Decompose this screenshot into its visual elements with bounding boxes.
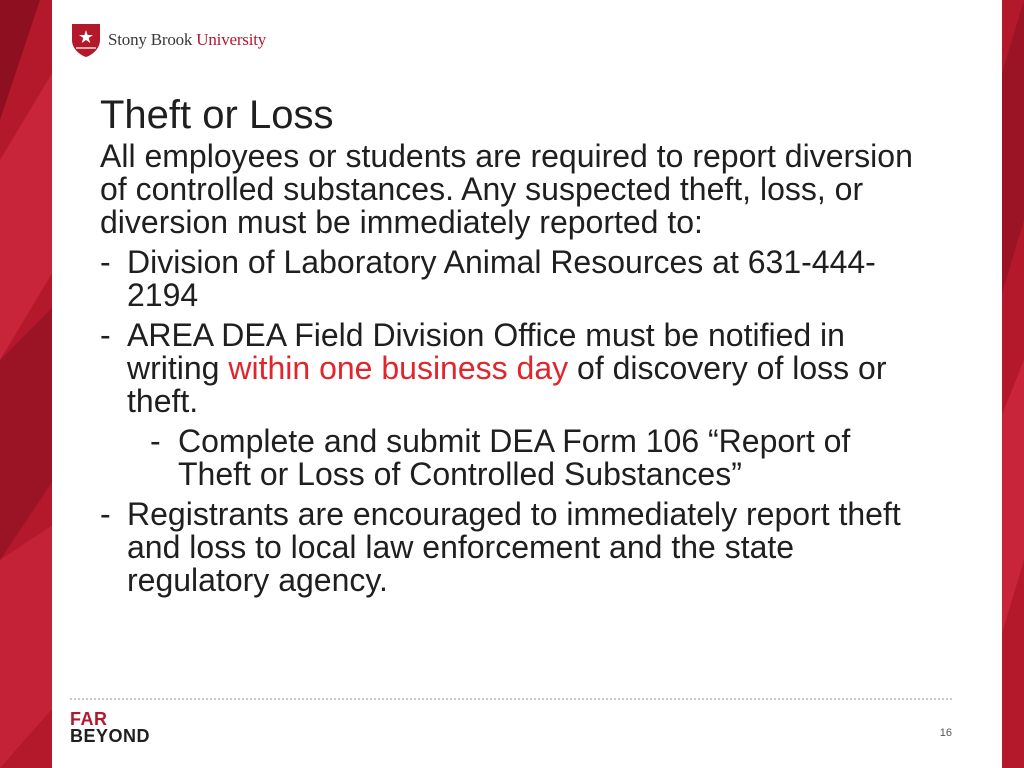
bullet-marker: - — [100, 317, 111, 353]
footer-divider — [70, 698, 952, 700]
subbullet-dea-form-text: Complete and submit DEA Form 106 “Report of Theft or Loss of Controlled Substances” — [178, 423, 851, 492]
intro-paragraph: All employees or students are required to report diversion of controlled substances. Any suspected theft, loss, or diversion must be immediately reported to: — [100, 138, 913, 240]
far-beyond-logo — [70, 711, 150, 745]
university-shield-icon — [70, 22, 102, 58]
bullet-registrants — [100, 498, 907, 597]
bullet-marker: - — [100, 244, 111, 280]
bullet-dea-text-end: of discovery of loss or theft. — [127, 350, 887, 419]
right-decorative-border — [1000, 0, 1024, 768]
slide-content — [100, 90, 960, 597]
bullet-registrants-text: Registrants are encouraged to immediately report theft and loss to local law enforcement and the state regulatory agency. — [127, 496, 901, 598]
bullet-marker: - — [100, 496, 111, 532]
far-beyond-line2: BEYOND — [70, 726, 151, 746]
bullet-dlar-text: Division of Laboratory Animal Resources at 631-444-2194 — [127, 244, 876, 313]
subbullet-dea-form — [100, 425, 918, 491]
far-beyond-line1: FAR — [70, 709, 108, 729]
university-logo — [70, 22, 266, 58]
slide-canvas — [52, 0, 1002, 768]
deadline-highlight: within one business day — [228, 350, 569, 386]
bullet-dlar-contact — [100, 246, 907, 312]
bullet-dea-text-start: AREA DEA Field Division Office must be notified in writing — [127, 317, 845, 386]
bullet-dea-notification — [100, 319, 907, 418]
university-name — [108, 30, 266, 50]
left-decorative-border — [0, 0, 60, 768]
slide-title: Theft or Loss — [100, 93, 334, 137]
bullet-marker: - — [150, 423, 161, 459]
university-name-primary: Stony Brook — [108, 30, 193, 49]
page-number: 16 — [939, 727, 952, 739]
university-name-suffix: University — [196, 30, 267, 49]
